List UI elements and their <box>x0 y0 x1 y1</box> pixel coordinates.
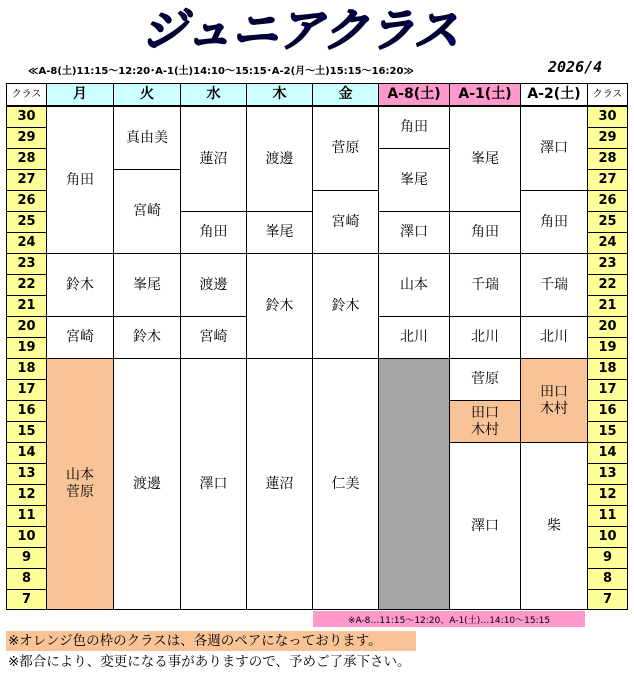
class-block-a1: 澤口 <box>449 442 521 610</box>
class-block-thu: 峯尾 <box>246 211 313 254</box>
class-block-a1: 北川 <box>449 316 521 359</box>
level-cell: 28 <box>587 148 628 170</box>
day-header-tue: 火 <box>113 83 181 106</box>
class-block-a8: 角田 <box>378 106 450 149</box>
class-block-a1: 角田 <box>449 211 521 254</box>
class-block-a2: 角田 <box>520 190 588 254</box>
class-block-thu: 渡邊 <box>246 106 313 212</box>
class-block-a1-pair: 田口 木村 <box>449 400 521 443</box>
level-cell: 20 <box>587 316 628 338</box>
class-block-thu: 蓮沼 <box>246 358 313 610</box>
class-block-tue: 真由美 <box>113 106 181 170</box>
class-block-mon-pair: 山本 菅原 <box>46 358 114 610</box>
level-cell: 26 <box>6 190 47 212</box>
level-cell: 13 <box>587 463 628 485</box>
level-cell: 20 <box>6 316 47 338</box>
class-block-wed: 宮崎 <box>180 316 247 359</box>
level-cell: 25 <box>587 211 628 233</box>
class-block-wed: 角田 <box>180 211 247 254</box>
level-cell: 19 <box>587 337 628 359</box>
class-block-a2: 北川 <box>520 316 588 359</box>
class-block-tue: 峯尾 <box>113 253 181 317</box>
class-block-a8: 北川 <box>378 316 450 359</box>
level-cell: 14 <box>6 442 47 464</box>
level-cell: 9 <box>6 547 47 569</box>
title-text: ジュニアクラス <box>140 3 460 54</box>
class-block-tue: 渡邊 <box>113 358 181 610</box>
saturday-times-note: ※A-8…11:15～12:20、A-1(土)…14:10～15:15 <box>313 611 585 627</box>
class-block-thu: 鈴木 <box>246 253 313 359</box>
level-cell: 8 <box>6 568 47 590</box>
level-cell: 7 <box>6 589 47 610</box>
class-block-a8: 山本 <box>378 253 450 317</box>
class-block-a8-unused <box>378 358 450 610</box>
change-notice: ※都合により、変更になる事がありますので、予めご了承下さい。 <box>8 654 411 670</box>
level-cell: 13 <box>6 463 47 485</box>
day-header-a8: A-8(土) <box>378 83 450 106</box>
class-block-a8: 澤口 <box>378 211 450 254</box>
level-cell: 29 <box>6 127 47 149</box>
level-cell: 17 <box>587 379 628 401</box>
pair-class-note: ※オレンジ色の枠のクラスは、各週のペアになっております。 <box>6 631 416 651</box>
class-block-a1: 千瑞 <box>449 253 521 317</box>
class-block-a1: 菅原 <box>449 358 521 401</box>
class-block-tue: 宮崎 <box>113 169 181 254</box>
level-cell: 15 <box>6 421 47 443</box>
level-cell: 24 <box>587 232 628 254</box>
class-block-a2-pair: 田口 木村 <box>520 358 588 443</box>
level-cell: 21 <box>6 295 47 317</box>
class-block-mon: 鈴木 <box>46 253 114 317</box>
level-cell: 15 <box>587 421 628 443</box>
class-block-mon: 角田 <box>46 106 114 254</box>
month-label: 2026/4 <box>548 58 603 76</box>
level-cell: 17 <box>6 379 47 401</box>
level-cell: 18 <box>587 358 628 380</box>
level-cell: 21 <box>587 295 628 317</box>
level-cell: 12 <box>6 484 47 506</box>
class-block-a2: 柴 <box>520 442 588 610</box>
class-block-a2: 澤口 <box>520 106 588 191</box>
level-cell: 8 <box>587 568 628 590</box>
level-cell: 27 <box>587 169 628 191</box>
class-block-wed: 渡邊 <box>180 253 247 317</box>
level-cell: 23 <box>6 253 47 275</box>
class-block-a1: 峯尾 <box>449 106 521 212</box>
class-block-wed: 蓮沼 <box>180 106 247 212</box>
level-cell: 7 <box>587 589 628 610</box>
day-header-wed: 水 <box>180 83 247 106</box>
level-cell: 10 <box>6 526 47 548</box>
level-cell: 12 <box>587 484 628 506</box>
class-block-a2: 千瑞 <box>520 253 588 317</box>
level-cell: 11 <box>6 505 47 527</box>
level-cell: 16 <box>587 400 628 422</box>
class-block-mon: 宮崎 <box>46 316 114 359</box>
level-cell: 24 <box>6 232 47 254</box>
day-header-mon: 月 <box>46 83 114 106</box>
day-header-a2: A-2(土) <box>520 83 588 106</box>
level-cell: 29 <box>587 127 628 149</box>
class-block-a8: 峯尾 <box>378 148 450 212</box>
level-cell: 22 <box>6 274 47 296</box>
schedule-note: ≪A-8(土)11:15～12:20･A-1(土)14:10～15:15･A-2(月～土)15:15～16:20≫ <box>28 66 414 77</box>
class-block-fri: 菅原 <box>312 106 379 191</box>
level-cell: 26 <box>587 190 628 212</box>
level-cell: 18 <box>6 358 47 380</box>
class-block-fri: 仁美 <box>312 358 379 610</box>
class-block-fri: 鈴木 <box>312 253 379 359</box>
level-cell: 25 <box>6 211 47 233</box>
level-cell: 10 <box>587 526 628 548</box>
level-cell: 16 <box>6 400 47 422</box>
day-header-fri: 金 <box>312 83 379 106</box>
level-cell: 22 <box>587 274 628 296</box>
class-header-right: クラス <box>587 83 628 106</box>
level-cell: 30 <box>587 106 628 128</box>
level-cell: 27 <box>6 169 47 191</box>
level-cell: 11 <box>587 505 628 527</box>
class-block-fri: 宮崎 <box>312 190 379 254</box>
day-header-thu: 木 <box>246 83 313 106</box>
class-block-tue: 鈴木 <box>113 316 181 359</box>
level-cell: 30 <box>6 106 47 128</box>
level-cell: 9 <box>587 547 628 569</box>
level-cell: 28 <box>6 148 47 170</box>
day-header-a1: A-1(土) <box>449 83 521 106</box>
level-cell: 14 <box>587 442 628 464</box>
level-cell: 19 <box>6 337 47 359</box>
level-cell: 23 <box>587 253 628 275</box>
class-block-wed: 澤口 <box>180 358 247 610</box>
class-header-left: クラス <box>6 83 47 106</box>
